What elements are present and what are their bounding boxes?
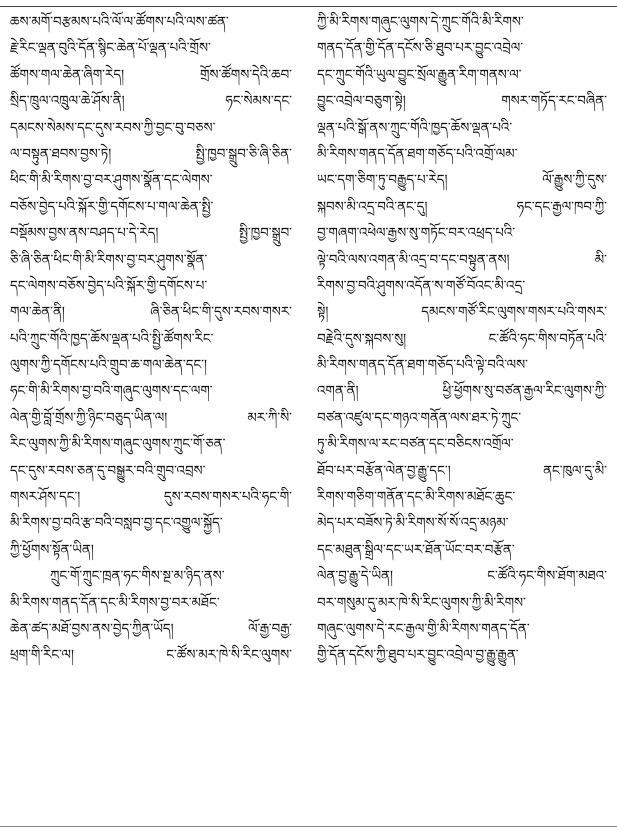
- text-line: ཆས་མགོ་བརྩམས་པའི་ལོ་ལ་ཚོགས་པའི་ལས་ཚན་: [10, 15, 229, 30]
- text-line: སྟེ། དམངས་གཙོ་རིང་ལུགས་གསར་པའི་གསར་: [317, 305, 607, 321]
- text-line: ལྡན་པའི་སྒོ་ནས་ཀྲུང་གོའི་ཁྱད་ཆོས་ལྡན་པའི་: [317, 120, 513, 136]
- text-line: ཧང་གི་མི་རིགས་བྱ་བའི་གཞུང་ལུགས་དང་ལག་: [10, 384, 213, 400]
- text-line: ཅི་ཞི་ཅིན་ཕིང་གི་མི་རིགས་བྱ་བར་ཤུགས་སྣོན་: [10, 252, 208, 268]
- right-text-column: [317, 10, 607, 822]
- bottom-rule: [0, 826, 617, 827]
- text-line: རྗེ་རིང་ལྡན་བུའི་དོན་སྙིང་ཆེན་པོ་ལྡན་པའི་གྲོས་: [10, 41, 211, 57]
- text-line: བཅོས་བྱེད་པའི་སྐོར་གྱི་དགོངས་པ་གལ་ཆེན་སྤྱི་: [10, 199, 214, 215]
- text-line: ཕྲག་གི་རིང་ལ། ང་ཚོས་མར་ཁེ་སི་རིང་ལུགས་: [10, 648, 292, 664]
- text-line: བྱུང་འབྲེལ་བཅུག་སྟེ། གསར་གཏོད་རང་བཞིན་: [317, 94, 607, 110]
- text-line: གྱི་དོན་དངོས་ཀྱི་ཐུབ་པར་བྱུང་འབྲེལ་བྱ་རྒྱུ་རྒྱུན་: [317, 648, 519, 664]
- text-line: གཞུང་ལུགས་དེ་རང་རྒྱལ་གྱི་མི་རིགས་གནད་དོན་: [317, 621, 530, 637]
- text-line: བསྡོམས་བྱས་ནས་བཤད་པ་དེ་རེད། སྤྱི་ཁྱབ་སྒྲུབ་: [10, 226, 292, 242]
- text-line: རིགས་གཅིག་གནོན་དང་མི་རིགས་མཐོང་ཆུང་: [317, 490, 516, 506]
- text-line: ཀྱི་མི་རིགས་གཞུང་ལུགས་དེ་ཀྲུང་གོའི་མི་རིགས་: [317, 15, 524, 30]
- text-line: ལ་བསྟུན་ཐབས་བྱས་ཏེ། སྤྱི་ཁྱབ་སྒྲུབ་ཅི་ཞི་ཅིན་: [10, 146, 292, 162]
- text-line: ཐོབ་པར་བརྩོན་ལེན་བྱ་རྒྱུ་དང་། ནང་ཁུལ་དུ་མི་: [317, 463, 607, 479]
- text-line: བར་གསུམ་དུ་མར་ཁེ་སི་རིང་ལུགས་ཀྱི་མི་རིགས་: [317, 595, 526, 611]
- text-line: དམངས་སེམས་དང་དུས་རབས་ཀྱི་བྱང་བུ་བཅས་: [10, 120, 216, 136]
- text-line: ཏུ་མི་རིགས་ལ་རང་བཙན་དང་བཅིངས་འགྲོལ་: [317, 437, 514, 453]
- text-line: མི་རིགས་བྱ་བའི་རྩ་བའི་བསླབ་བྱ་དང་འགྱུལ་སྐྱོད་: [10, 516, 223, 532]
- text-line: མེད་པར་བཟོས་ཏེ་མི་རིགས་སོ་སོ་འདྲ་མཉམ་: [317, 516, 509, 532]
- text-line: ལེན་བྱ་རྒྱུ་དེ་ཡིན། ང་ཚོའི་ཧང་གིས་ཐོག་མཐའ་: [317, 569, 607, 585]
- text-line: ཀྲུང་གོ་ཀྲུང་ཁྲན་ཧང་གིས་སྔ་མ་ཉིད་ནས་: [50, 569, 225, 585]
- text-line: ལྟེ་བའི་ལས་འགན་མི་འདྲ་བ་དང་བསྟུན་ནས། མི་: [317, 252, 607, 268]
- text-line: སྐབས་མི་འདྲ་བའི་ནང་དུ། ཧང་དང་རྒྱལ་ཁབ་ཀྱི་: [317, 199, 607, 215]
- text-line: ལེན་གྱི་བློ་གྲོས་ཀྱི་ཉིང་བཅུད་ཡིན་ལ། མར་ཀི་སི་: [10, 410, 292, 426]
- text-line: མི་རིགས་གནད་དོན་དང་མི་རིགས་བྱ་བར་མཐོང་: [10, 595, 220, 611]
- text-line: ལུགས་ཀྱི་དགོངས་པའི་གྲུབ་ཆ་གལ་ཆེན་དང་།: [10, 358, 207, 374]
- text-line: དང་མཐུན་སྒྲིལ་དང་ཡར་ཐོན་ཡོང་བར་བརྩོན་: [317, 542, 515, 558]
- top-rule: [0, 6, 617, 7]
- text-line: ཀྱི་ཕྱོགས་སྟོན་ཡིན།: [10, 542, 94, 558]
- left-text-column: [10, 10, 292, 822]
- text-line: ཡང་དག་ཅིག་ཏུ་བརྒྱུད་པ་རེད། ལོ་རྒྱུས་ཀྱི་དུས་: [317, 173, 607, 189]
- text-line: བཙན་འཛུལ་དང་གཉའ་གནོན་ལས་ཐར་ཏེ་ཀྲུང་: [317, 410, 522, 426]
- text-line: དང་ལེགས་བཅོས་བྱེད་པའི་སྐོར་གྱི་དགོངས་པ་: [10, 278, 208, 294]
- document-page: [10, 10, 607, 822]
- text-line: མི་རིགས་གནད་དོན་ཐག་གཅོད་པའི་འགྲོ་ལམ་: [317, 146, 518, 162]
- text-line: ཚོགས་གལ་ཆེན་ཞིག་རེད། གྲོས་ཚོགས་དེའི་ཆབ་: [10, 67, 292, 83]
- text-line: གལ་ཆེན་ནི། ཞི་ཅིན་ཕིང་གི་དུས་རབས་གསར་: [10, 305, 292, 321]
- text-line: དང་ཀྲུང་གོའི་ཡུལ་བྱུང་སྲོལ་རྒྱུན་རིག་གནས་ལ་: [317, 67, 522, 83]
- text-line: འགན་ནི། ཕྱི་ཕྱོགས་སུ་བཙན་རྒྱལ་རིང་ལུགས་ཀྱི་: [317, 384, 607, 400]
- text-line: སྲིད་ཁྲུལ་འཁྲུལ་ཆེ་ཤོས་ནི། ཧང་སེམས་དང་: [10, 94, 292, 110]
- text-line: བརྗེའི་དུས་སྐབས་སུ། ང་ཚོའི་ཧང་གིས་བཏོན་པའི་: [317, 331, 607, 347]
- text-line: རིང་ལུགས་ཀྱི་མི་རིགས་གཞུང་ལུགས་ཀྲུང་གོ་ཅན་: [10, 437, 226, 453]
- text-line: དང་དུས་རབས་ཅན་དུ་བསྒྱུར་བའི་གྲུབ་འབྲས་: [10, 463, 206, 479]
- text-line: པའི་ཀྲུང་གོའི་ཁྱད་ཆོས་ལྡན་པའི་སྤྱི་ཚོགས་རིང་: [10, 331, 214, 347]
- text-line: ཕིང་གི་མི་རིགས་བྱ་བར་ཤུགས་སྣོན་དང་ལེགས་: [10, 173, 213, 189]
- text-line: མི་རིགས་གནད་དོན་ཐག་གཅོད་པའི་ལྟེ་བའི་ལས་: [317, 358, 528, 374]
- text-line: རིགས་བྱ་བའི་ཤུགས་འདོན་ས་གཙོ་བོའང་མི་འདྲ་: [317, 278, 526, 294]
- text-line: གསར་ཤོས་དང་། དུས་རབས་གསར་པའི་ཧང་གི་: [10, 490, 292, 506]
- text-line: ཆེན་ཚད་མཐོ་བྱས་ནས་བྱེད་ཀྱིན་ཡོད། ལོ་རྒྱ་བརྒྱ་: [10, 621, 292, 637]
- text-line: བྱ་གཞག་འཕེལ་རྒྱས་སུ་གཏོང་བར་འཕྲད་པའི་: [317, 226, 516, 242]
- text-line: གནད་དོན་གྱི་དོན་དངོས་ཅི་ཐུབ་པར་བྱུང་འབྲེལ་: [317, 41, 524, 57]
